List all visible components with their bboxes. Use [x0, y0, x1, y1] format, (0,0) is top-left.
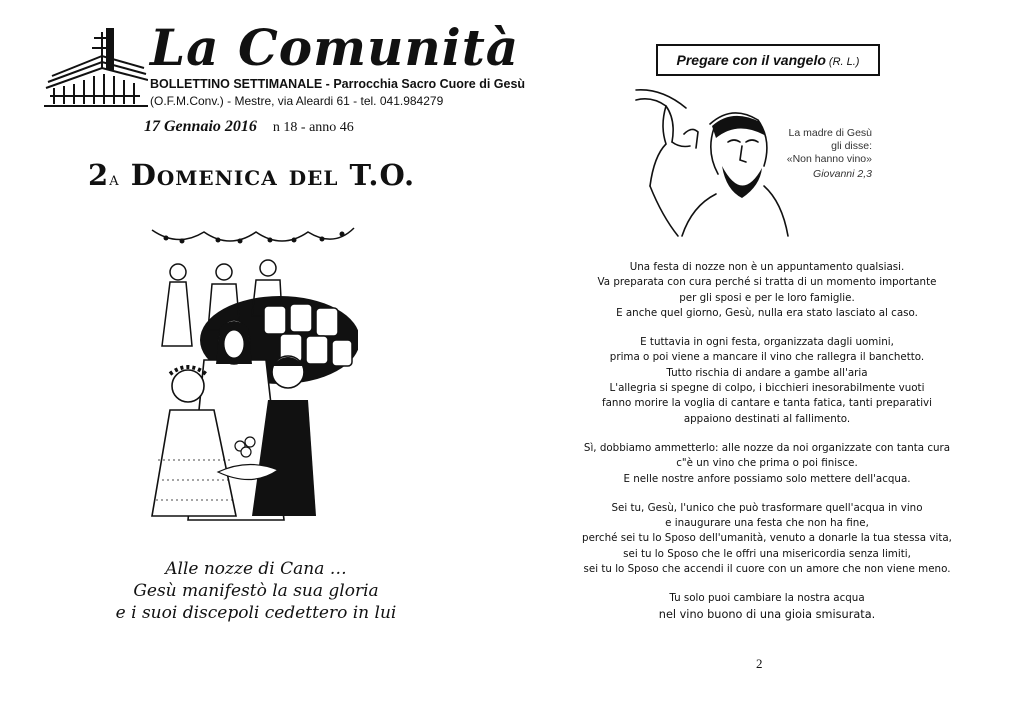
- prayer-author: (R. L.): [828, 56, 860, 68]
- text-line: Sei tu, Gesù, l'unico che può trasformare quell'acqua in vino: [611, 501, 923, 514]
- sunday-title: Domenica del T.O.: [130, 158, 416, 192]
- text-line: perché sei tu lo Sposo dell'umanità, venuto a donarle la tua stessa vita,: [582, 532, 952, 545]
- text-line: sei tu lo Sposo che accendi il cuore con un amore che non viene meno.: [583, 563, 951, 576]
- paragraph: [578, 501, 956, 577]
- prayer-title-box: [656, 44, 880, 76]
- paragraph: [578, 260, 956, 321]
- text-line: E tuttavia in ogni festa, organizzata dagli uomini,: [640, 336, 894, 349]
- masthead-address: (O.F.M.Conv.) - Mestre, via Aleardi 61 - tel. 041.984279: [150, 94, 444, 108]
- text-line: appaiono destinati al fallimento.: [683, 412, 851, 425]
- masthead-subtitle: BOLLETTINO SETTIMANALE - Parrocchia Sacro Cuore di Gesù: [150, 77, 526, 91]
- caption-line: Gesù manifestò la sua gloria: [133, 581, 379, 601]
- masthead-title: La Comunità: [150, 18, 520, 77]
- text-line: Una festa di nozze non è un appuntamento qualsiasi.: [629, 261, 905, 273]
- page-number: 2: [756, 656, 763, 671]
- text-line: c"è un vino che prima o poi finisce.: [676, 457, 858, 470]
- text-line: sei tu lo Sposo che le offri una misericordia senza limiti,: [623, 547, 911, 560]
- text-line: E nelle nostre anfore possiamo solo mettere dell'acqua.: [623, 472, 911, 485]
- paragraph: [578, 335, 956, 427]
- text-line: fanno morire la voglia di cantare e tanta fatica, tanti preparativi: [601, 397, 933, 410]
- caption-line: Alle nozze di Cana …: [165, 559, 347, 579]
- quote-line: «Non hanno vino»: [786, 153, 872, 165]
- prayer-title: Pregare con il vangelo: [676, 52, 826, 68]
- text-line: prima o poi viene a mancare il vino che rallegra il banchetto.: [609, 351, 925, 364]
- text-line: Tu solo puoi cambiare la nostra acqua: [669, 592, 865, 605]
- text-line: Tutto rischia di andare a gambe all'aria: [666, 366, 868, 379]
- mary-and-jesus-illustration: [632, 86, 792, 240]
- sunday-heading: [88, 158, 415, 192]
- issue-date: 17 Gennaio 2016: [144, 118, 257, 135]
- issue-line: [144, 118, 354, 136]
- sunday-ordinal-suffix: a: [109, 169, 120, 190]
- text-line: E anche quel giorno, Gesù, nulla era stato lasciato al caso.: [616, 306, 918, 319]
- quote-reference: Giovanni 2,3: [813, 168, 872, 180]
- text-line: e inaugurare una festa che non ha fine,: [665, 517, 869, 530]
- wedding-at-cana-illustration: [148, 220, 358, 532]
- issue-number: n 18 - anno 46: [272, 120, 354, 135]
- reflection-text: [578, 260, 956, 636]
- gospel-quote: [772, 127, 872, 181]
- church-logo-icon: [44, 28, 148, 110]
- text-line: Sì, dobbiamo ammetterlo: alle nozze da noi organizzate con tanta cura: [583, 441, 951, 454]
- text-line: nel vino buono di una gioia smisurata.: [658, 607, 876, 621]
- text-line: L'allegria si spegne di colpo, i bicchieri inesorabilmente vuoti: [609, 382, 925, 395]
- quote-line: gli disse:: [831, 140, 872, 152]
- quote-line: La madre di Gesù: [788, 127, 872, 139]
- sunday-ordinal: 2: [88, 158, 110, 192]
- paragraph: [578, 441, 956, 487]
- text-line: Va preparata con cura perché si tratta di un momento importante: [597, 276, 937, 289]
- caption: [80, 558, 432, 624]
- caption-line: e i suoi discepoli cedettero in lui: [115, 603, 397, 623]
- text-line: per gli sposi e per le loro famiglie.: [679, 291, 855, 304]
- closing-paragraph: [578, 591, 956, 622]
